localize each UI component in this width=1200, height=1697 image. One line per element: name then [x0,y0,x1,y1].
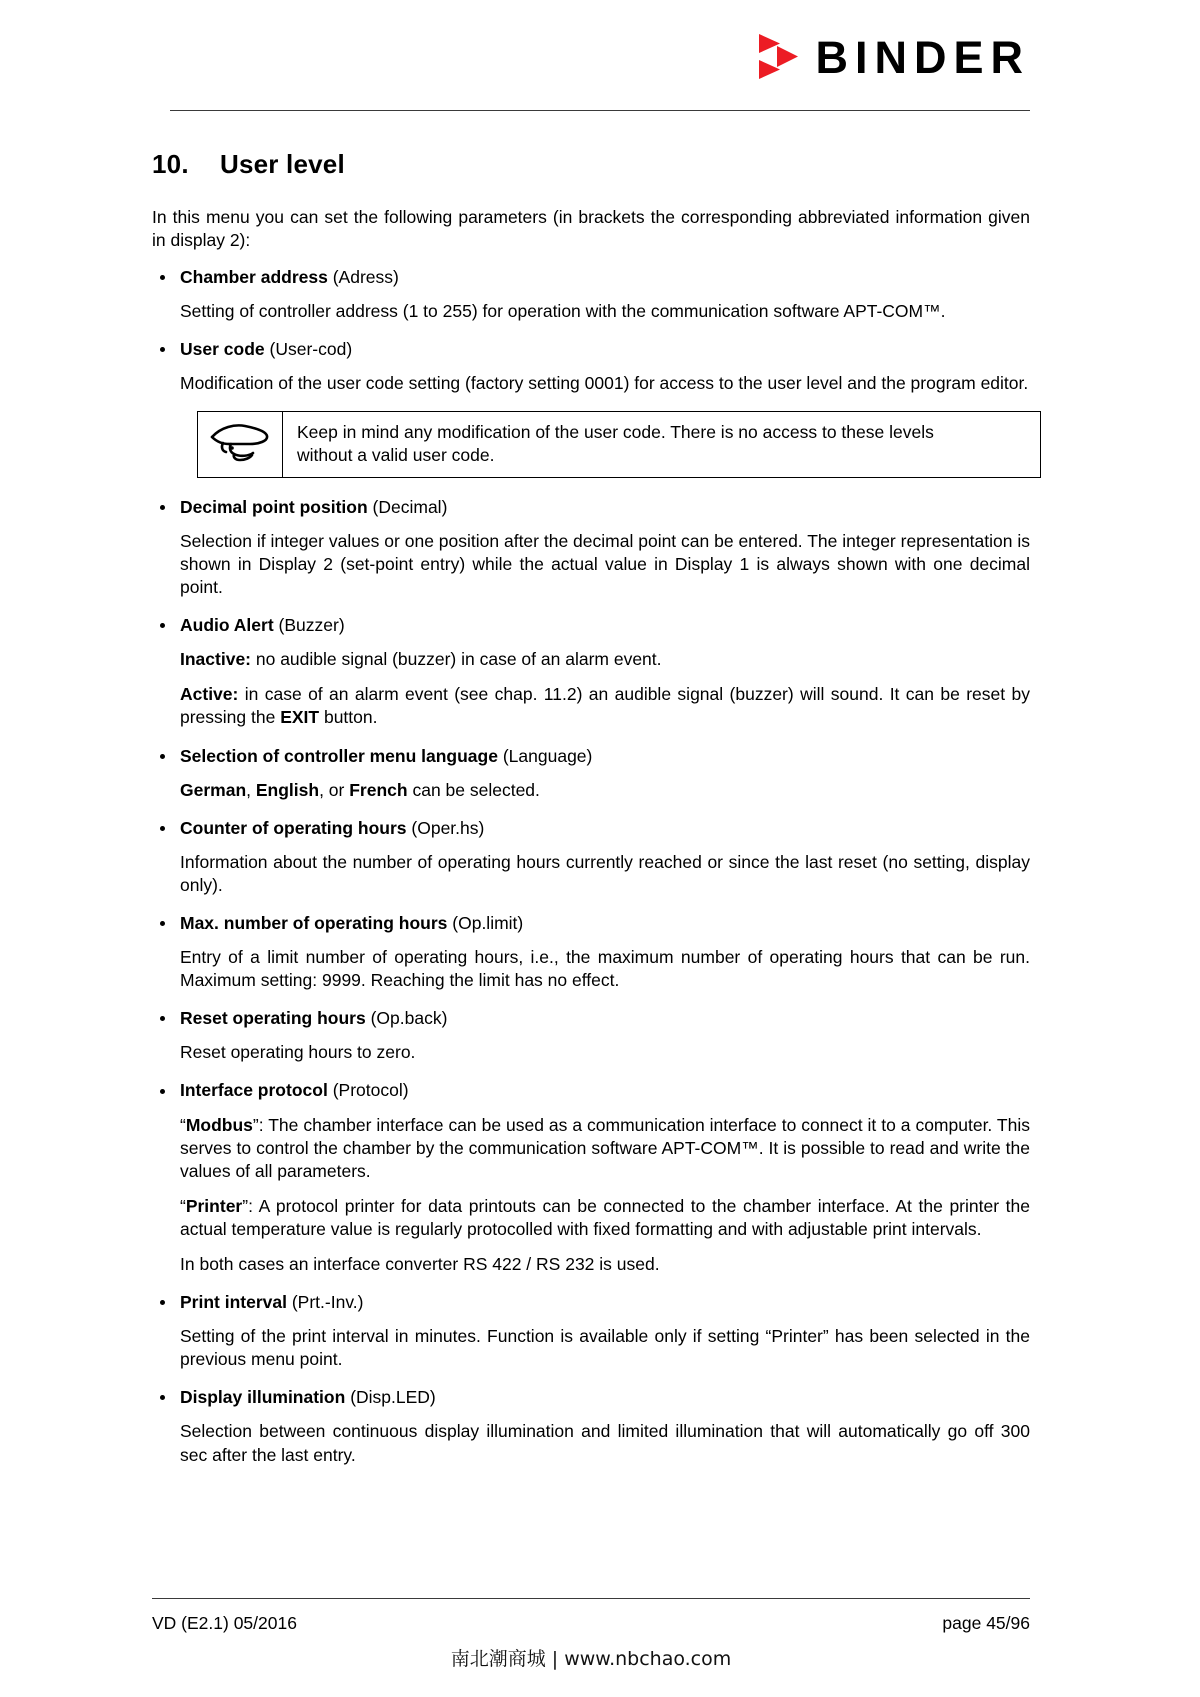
note-box [197,411,1041,478]
sep-1: , [246,779,256,800]
page-footer [0,1598,1200,1671]
pointing-hand-icon [209,421,271,468]
param-abbreviation: (Disp.LED) [350,1387,436,1408]
note-line-1: Keep in mind any modification of the user code. There is no access to these levels [297,421,934,442]
list-item [152,496,1030,599]
bullet-icon [160,1089,165,1094]
watermark-text: 南北潮商城 | www.nbchao.com [450,1648,732,1670]
text-modbus: : The chamber interface can be used as a communication interface to connect it to a computer. This serves to control the chamber by the communication software APT-COM™. It is possible to read and write the values of all parameters. [180,1114,1030,1181]
param-text: Modification of the user code setting (factory setting 0001) for access to the user level and the program editor. [180,373,1029,394]
param-abbreviation: (Language) [502,745,593,766]
param-abbreviation: (Buzzer) [278,615,345,636]
param-text: Information about the number of operating hours currently reached or since the last reset (no setting, display only). [180,851,1030,895]
bullet-icon [160,1395,165,1400]
language-german: German [180,779,247,800]
param-body [152,530,1030,599]
param-heading-reset-operating-hours [152,1007,1030,1030]
page-title [152,149,1030,180]
bullet-icon [160,921,165,926]
param-name: Audio Alert [180,615,274,636]
list-item [152,745,1030,802]
param-heading-interface-protocol [152,1079,1030,1102]
param-text-active [180,683,1030,729]
param-abbreviation: (Protocol) [332,1080,409,1101]
param-body [152,1114,1030,1277]
bullet-icon [160,826,165,831]
param-heading-print-interval [152,1291,1030,1314]
bullet-icon [160,275,165,280]
param-abbreviation: (Op.limit) [452,912,524,933]
param-name: Counter of operating hours [180,817,407,838]
language-english: English [255,779,320,800]
param-text-modbus [180,1114,1030,1183]
chapter-title: User level [220,149,345,179]
page-content [0,111,1200,1598]
param-name: Max. number of operating hours [180,912,448,933]
param-body [152,779,1030,802]
brand-logo-row [170,26,1030,88]
note-icon-cell [198,412,283,477]
param-body [152,851,1030,897]
bullet-icon [160,623,165,628]
param-text-converter: In both cases an interface converter RS 422 / RS 232 is used. [180,1254,660,1274]
list-item [152,1007,1030,1064]
quote-open: “ [180,1114,186,1135]
language-french: French [349,779,408,800]
binder-triangle-logo-icon [755,32,801,82]
note-line-2: without a valid user code. [297,444,495,465]
param-name: Interface protocol [180,1080,328,1101]
bullet-icon [160,505,165,510]
footer-row [152,1613,1030,1634]
page-header [0,0,1200,111]
param-body [152,1041,1030,1064]
text-active-tail: button. [319,707,378,728]
param-body [152,1420,1030,1466]
param-name: Selection of controller menu language [180,745,498,766]
param-name: Chamber address [180,267,328,288]
quote-close: ” [242,1195,249,1216]
param-abbreviation: (Adress) [332,267,399,288]
list-item [152,266,1030,323]
sep-2: , or [319,779,350,800]
intro-paragraph: In this menu you can set the following parameters (in brackets the corresponding abbreviated information given in display 2): [152,207,1030,251]
list-item [152,338,1030,395]
param-heading-audio-alert [152,614,1030,637]
page-number: page 45/96 [942,1613,1030,1633]
param-text-inactive [180,648,1030,671]
param-text: Selection between continuous display illumination and limited illumination that will automatically go off 300 sec after the last entry. [180,1421,1030,1465]
param-abbreviation: (Op.back) [370,1008,448,1029]
param-heading-decimal-point-position [152,496,1030,519]
param-heading-max-operating-hours [152,912,1030,935]
param-text: Setting of the print interval in minutes. Function is available only if setting “Printer” has been selected in the previous menu point. [180,1326,1030,1370]
quote-close: ” [252,1114,259,1135]
protocol-printer: Printer [185,1195,243,1216]
param-name: Decimal point position [180,496,368,517]
param-body [152,648,1030,729]
bullet-icon [160,1300,165,1305]
text-inactive: no audible signal (buzzer) in case of an alarm event. [251,649,662,670]
param-heading-display-illumination [152,1386,1030,1409]
param-name: Display illumination [180,1387,346,1408]
param-text-languages [180,779,1030,802]
param-name: Print interval [180,1292,287,1313]
parameter-list [152,266,1030,1466]
param-body [152,300,1030,323]
param-heading-user-code [152,338,1030,361]
exit-button-label: EXIT [280,707,320,728]
bullet-icon [160,754,165,759]
param-heading-chamber-address [152,266,1030,289]
bullet-icon [160,347,165,352]
binder-wordmark: BINDER [815,31,1030,83]
param-heading-counter-operating-hours [152,817,1030,840]
protocol-modbus: Modbus [185,1114,253,1135]
param-abbreviation: (Oper.hs) [411,817,485,838]
list-item [152,1386,1030,1466]
param-text: Setting of controller address (1 to 255) for operation with the communication software APT-COM™. [180,301,946,322]
param-text: Reset operating hours to zero. [180,1042,416,1063]
list-item [152,817,1030,897]
param-heading-menu-language [152,745,1030,768]
bullet-icon [160,1016,165,1021]
param-body [152,1325,1030,1371]
footer-divider [152,1598,1030,1599]
list-item [152,614,1030,729]
param-name: User code [180,339,265,360]
text-active: in case of an alarm event (see chap. 11.2) an audible signal (buzzer) will sound. It can be reset by pressing the [180,684,1030,728]
param-body [152,372,1030,395]
lead-active: Active: [180,684,239,705]
chapter-number: 10. [152,149,189,179]
sep-3: can be selected. [407,779,540,800]
document-code: VD (E2.1) 05/2016 [152,1613,297,1633]
text-printer: : A protocol printer for data printouts can be connected to the chamber interface. At the printer the actual temperature value is regularly protocolled with fixed formatting and with adjustable print intervals. [180,1195,1030,1239]
list-item [152,912,1030,992]
list-item [152,1079,1030,1276]
binder-logo [755,32,1030,82]
param-abbreviation: (Decimal) [372,496,448,517]
quote-open: “ [180,1195,186,1216]
lead-inactive: Inactive: [180,649,251,670]
param-body [152,946,1030,992]
param-text: Selection if integer values or one position after the decimal point can be entered. The integer representation is shown in Display 2 (set-point entry) while the actual value in Display 1 is always shown with one decimal point. [180,530,1030,598]
list-item [152,1291,1030,1371]
param-name: Reset operating hours [180,1008,366,1029]
note-text [283,412,948,477]
param-text-printer [180,1195,1030,1241]
param-abbreviation: (Prt.-Inv.) [291,1292,364,1313]
param-abbreviation: (User-cod) [269,339,353,360]
param-text: Entry of a limit number of operating hours, i.e., the maximum number of operating hours that can be run. Maximum setting: 9999. Reaching the limit has no effect. [180,947,1030,991]
